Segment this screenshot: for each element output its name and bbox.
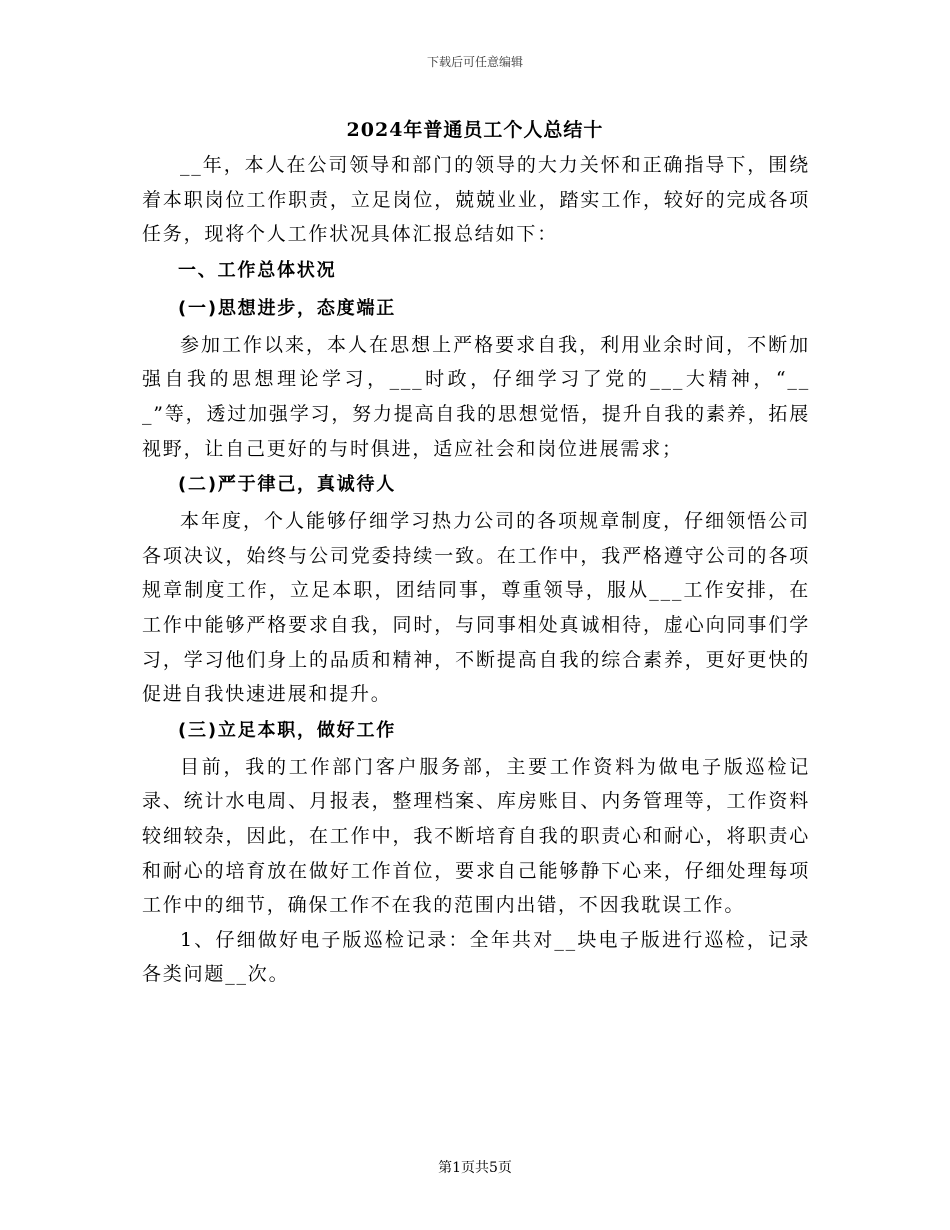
document-body [142,148,810,992]
paragraph-intro: __年，本人在公司领导和部门的领导的大力关怀和正确指导下，围绕着本职岗位工作职责，立足岗位，兢兢业业，踏实工作，较好的完成各项任务，现将个人工作状况具体汇报总结如下： [142,154,810,246]
paragraph-discipline: 本年度，个人能够仔细学习热力公司的各项规章制度，仔细领悟公司各项决议，始终与公司党委持续一致。在工作中，我严格遵守公司的各项规章制度工作，立足本职，团结同事，尊重领导，服从___工作安排，在工作中能够严格要求自我，同时，与同事相处真诚相待，虚心向同事们学习，学习他们身上的品质和精神，不断提高自我的综合素养，更好更快的促进自我快速进展和提升。 [142,510,810,706]
page-header: 下载后可任意编辑 [426,55,523,69]
page-number: 第1页共5页 [438,1160,512,1176]
subsection-heading-2: (二)严于律己，真诚待人 [178,474,397,496]
subsection-heading-1: (一)思想进步，态度端正 [178,297,397,319]
paragraph-work: 目前，我的工作部门客户服务部，主要工作资料为做电子版巡检记录、统计水电周、月报表，整理档案、库房账目、内务管理等，工作资料较细较杂，因此，在工作中，我不断培育自我的职责心和耐心，将职责心和耐心的培育放在做好工作首位，要求自己能够静下心来，仔细处理每项工作中的细节，确保工作不在我的范围内出错，不因我耽误工作。 [142,755,810,917]
section-heading-1: 一、工作总体状况 [178,259,337,281]
document-title: 2024年普通员工个人总结十 [346,119,604,141]
paragraph-item-1: 1、仔细做好电子版巡检记录：全年共对__块电子版进行巡检，记录各类问题__次。 [142,928,810,986]
subsection-heading-3: (三)立足本职，做好工作 [178,719,397,741]
paragraph-thought: 参加工作以来，本人在思想上严格要求自我，利用业余时间，不断加强自我的思想理论学习，___时政，仔细学习了党的___大精神，“___”等，透过加强学习，努力提高自我的思想觉悟，提升自我的素养，拓展视野，让自己更好的与时俱进，适应社会和岗位进展需求； [142,333,810,460]
